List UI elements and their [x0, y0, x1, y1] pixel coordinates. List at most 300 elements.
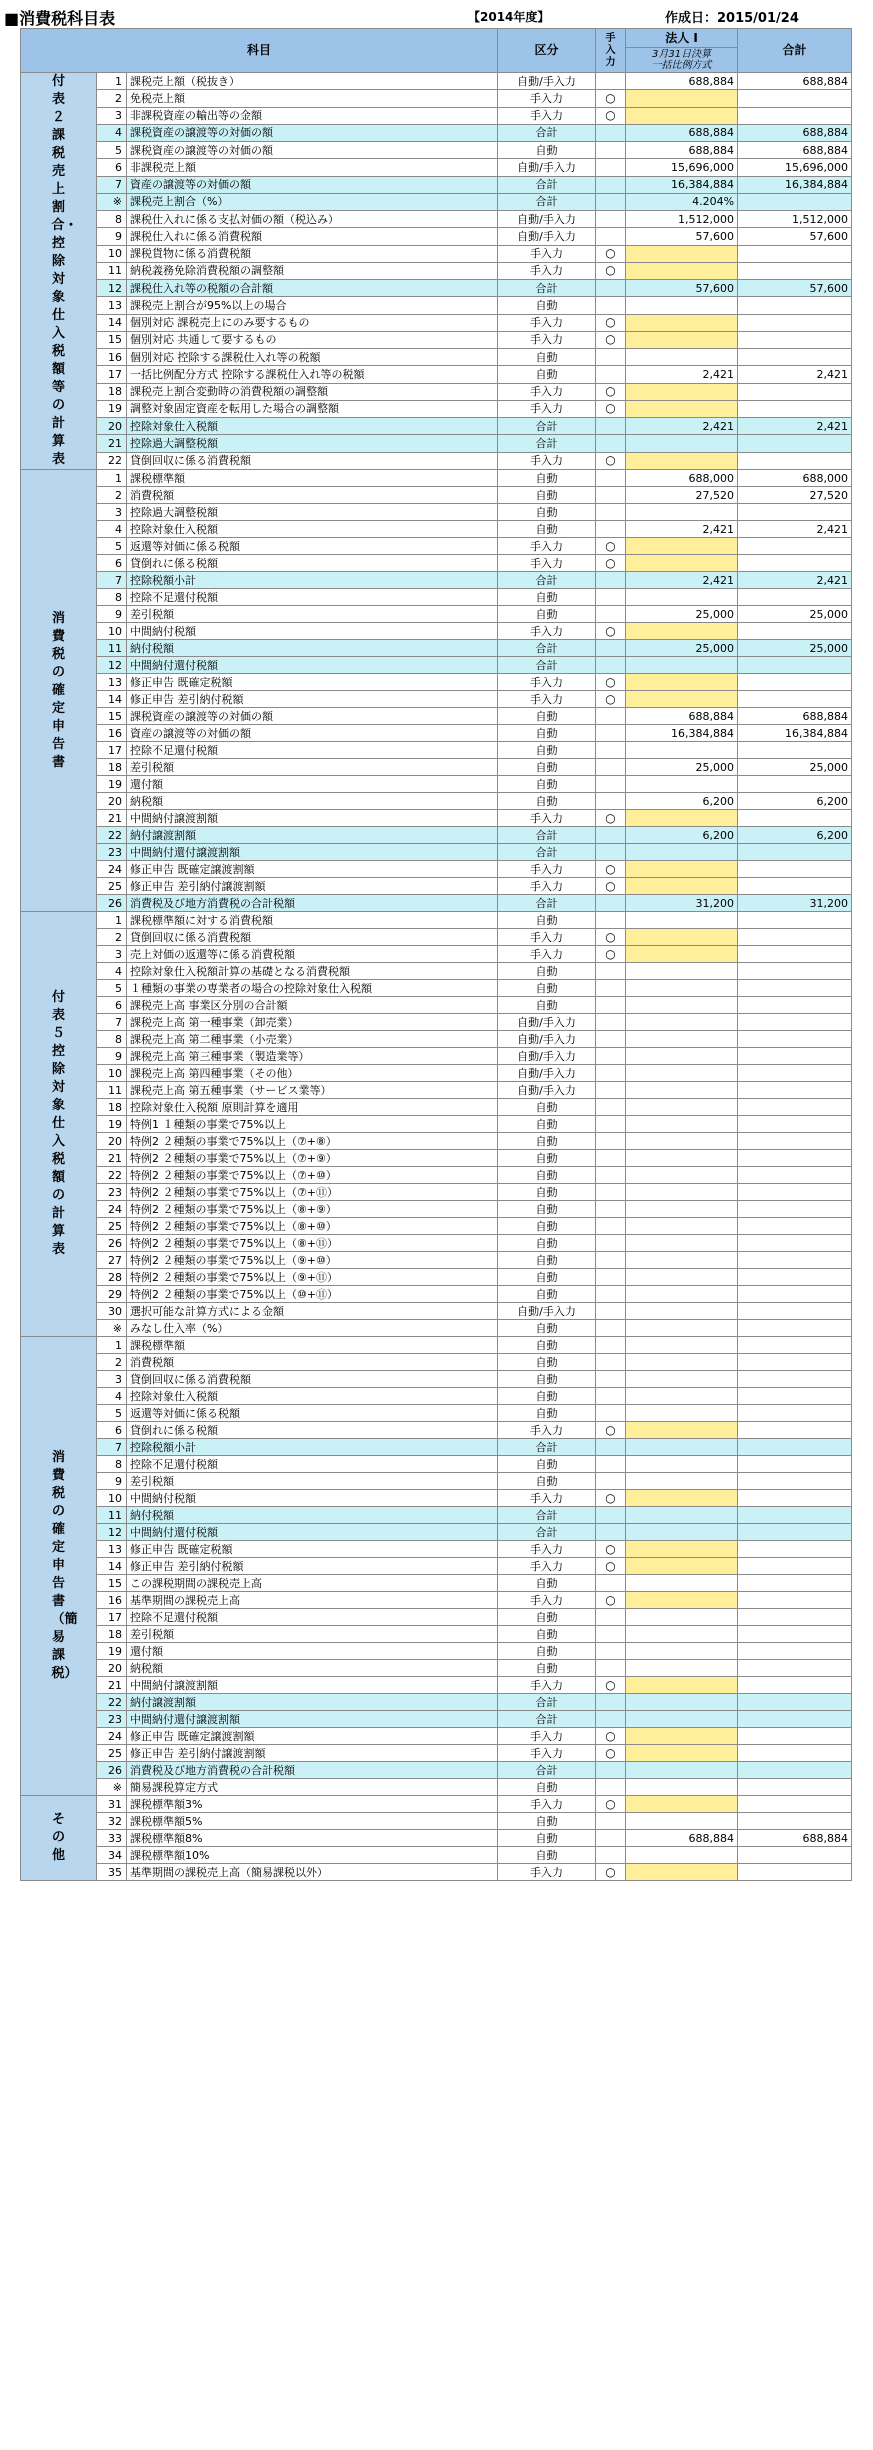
table-row	[21, 107, 852, 124]
row-number: 8	[97, 211, 127, 228]
total-value	[738, 1014, 852, 1031]
total-value	[738, 1320, 852, 1337]
table-row	[21, 228, 852, 245]
row-number: 14	[97, 691, 127, 708]
subject-name: 控除過大調整税額	[127, 435, 498, 452]
entity-value[interactable]	[626, 691, 738, 708]
category-cell: 自動	[498, 1167, 596, 1184]
row-number: 17	[97, 742, 127, 759]
row-number: 3	[97, 107, 127, 124]
manual-input-mark: ○	[596, 90, 626, 107]
manual-input-mark	[596, 895, 626, 912]
subject-name: 特例2 ２種類の事業で75%以上（⑩+⑪）	[127, 1286, 498, 1303]
subject-name: 控除不足還付税額	[127, 1609, 498, 1626]
manual-input-mark	[596, 1218, 626, 1235]
subject-name: 消費税及び地方消費税の合計税額	[127, 895, 498, 912]
table-row	[21, 810, 852, 827]
row-number: 8	[97, 1031, 127, 1048]
total-value: 16,384,884	[738, 725, 852, 742]
subject-name: 中間納付還付税額	[127, 657, 498, 674]
header-category: 区分	[498, 29, 596, 73]
manual-input-mark	[596, 124, 626, 141]
total-value	[738, 997, 852, 1014]
category-cell: 自動	[498, 1371, 596, 1388]
entity-value[interactable]	[626, 262, 738, 279]
row-number: 3	[97, 504, 127, 521]
subject-name: 個別対応 共通して要するもの	[127, 331, 498, 348]
total-value: 15,696,000	[738, 159, 852, 176]
manual-input-mark	[596, 1626, 626, 1643]
entity-value	[626, 1303, 738, 1320]
manual-input-mark	[596, 1643, 626, 1660]
entity-value[interactable]	[626, 245, 738, 262]
entity-value[interactable]	[626, 383, 738, 400]
entity-value[interactable]	[626, 674, 738, 691]
manual-input-mark	[596, 1150, 626, 1167]
category-cell: 合計	[498, 418, 596, 435]
table-row	[21, 1711, 852, 1728]
subject-name: 課税標準額8%	[127, 1830, 498, 1847]
manual-input-mark	[596, 159, 626, 176]
table-row	[21, 1728, 852, 1745]
subject-name: 控除税額小計	[127, 572, 498, 589]
total-value	[738, 1099, 852, 1116]
category-cell: 手入力	[498, 1592, 596, 1609]
total-value: 688,000	[738, 470, 852, 487]
category-cell: 手入力	[498, 1745, 596, 1762]
row-number: 15	[97, 1575, 127, 1592]
total-value	[738, 1779, 852, 1796]
total-value	[738, 1116, 852, 1133]
total-value	[738, 400, 852, 417]
category-cell: 自動	[498, 1184, 596, 1201]
total-value	[738, 245, 852, 262]
row-number: 21	[97, 810, 127, 827]
row-number: 19	[97, 400, 127, 417]
row-number: 14	[97, 314, 127, 331]
entity-value: 15,696,000	[626, 159, 738, 176]
row-number: 24	[97, 861, 127, 878]
table-row	[21, 742, 852, 759]
fiscal-year: 【2014年度】	[468, 10, 550, 24]
total-value	[738, 90, 852, 107]
total-value	[738, 1303, 852, 1320]
category-cell: 自動/手入力	[498, 73, 596, 90]
entity-value: 1,512,000	[626, 211, 738, 228]
entity-value[interactable]	[626, 1541, 738, 1558]
category-cell: 自動	[498, 1626, 596, 1643]
row-number: 26	[97, 895, 127, 912]
subject-name: 差引税額	[127, 606, 498, 623]
total-value: 688,884	[738, 73, 852, 90]
table-row	[21, 572, 852, 589]
entity-value[interactable]	[626, 1677, 738, 1694]
category-cell: 手入力	[498, 1728, 596, 1745]
manual-input-mark	[596, 1320, 626, 1337]
category-cell: 合計	[498, 572, 596, 589]
manual-input-mark: ○	[596, 1864, 626, 1881]
entity-value	[626, 1405, 738, 1422]
category-cell: 手入力	[498, 1864, 596, 1881]
entity-value: 57,600	[626, 280, 738, 297]
table-row	[21, 1422, 852, 1439]
total-value	[738, 980, 852, 997]
manual-input-mark: ○	[596, 538, 626, 555]
entity-value	[626, 1133, 738, 1150]
row-number: 11	[97, 1082, 127, 1099]
table-body	[21, 73, 852, 1881]
total-value: 2,421	[738, 418, 852, 435]
table-row	[21, 827, 852, 844]
category-cell: 自動	[498, 1354, 596, 1371]
category-cell: 手入力	[498, 107, 596, 124]
total-value	[738, 1184, 852, 1201]
total-value: 25,000	[738, 759, 852, 776]
entity-value[interactable]	[626, 90, 738, 107]
category-cell: 手入力	[498, 674, 596, 691]
entity-value[interactable]	[626, 1490, 738, 1507]
entity-value[interactable]	[626, 861, 738, 878]
entity-value[interactable]	[626, 623, 738, 640]
total-value	[738, 674, 852, 691]
row-number: 12	[97, 657, 127, 674]
row-number: 18	[97, 1626, 127, 1643]
category-cell: 合計	[498, 1524, 596, 1541]
subject-name: 課税標準額10%	[127, 1847, 498, 1864]
total-value: 16,384,884	[738, 176, 852, 193]
category-cell: 合計	[498, 280, 596, 297]
tax-subject-table	[20, 28, 852, 1881]
subject-name: 特例1 １種類の事業で75%以上	[127, 1116, 498, 1133]
total-value	[738, 1745, 852, 1762]
table-row	[21, 1286, 852, 1303]
total-value: 2,421	[738, 572, 852, 589]
entity-value	[626, 1388, 738, 1405]
total-value	[738, 435, 852, 452]
subject-name: 修正申告 既確定税額	[127, 1541, 498, 1558]
row-number: 3	[97, 1371, 127, 1388]
subject-name: 修正申告 既確定譲渡割額	[127, 1728, 498, 1745]
subject-name: 非課税売上額	[127, 159, 498, 176]
entity-value[interactable]	[626, 1422, 738, 1439]
subject-name: 貸倒回収に係る消費税額	[127, 1371, 498, 1388]
table-row	[21, 193, 852, 210]
entity-value	[626, 912, 738, 929]
category-cell: 自動	[498, 1099, 596, 1116]
row-number: 4	[97, 124, 127, 141]
table-row	[21, 1575, 852, 1592]
row-number: 9	[97, 1473, 127, 1490]
entity-value[interactable]	[626, 1728, 738, 1745]
manual-input-mark	[596, 349, 626, 366]
subject-name: 課税仕入れに係る支払対価の額（税込み）	[127, 211, 498, 228]
subject-name: 課税貨物に係る消費税額	[127, 245, 498, 262]
row-number: 20	[97, 1133, 127, 1150]
entity-value	[626, 844, 738, 861]
row-number: 4	[97, 1388, 127, 1405]
total-value: 57,600	[738, 280, 852, 297]
entity-value	[626, 1065, 738, 1082]
subject-name: みなし仕入率（%）	[127, 1320, 498, 1337]
row-number: 6	[97, 159, 127, 176]
table-row	[21, 1133, 852, 1150]
category-cell: 自動	[498, 963, 596, 980]
table-row	[21, 1490, 852, 1507]
category-cell: 自動	[498, 297, 596, 314]
entity-value	[626, 1150, 738, 1167]
table-row	[21, 1439, 852, 1456]
entity-value	[626, 1626, 738, 1643]
table-row	[21, 1014, 852, 1031]
table-row	[21, 1337, 852, 1354]
total-value	[738, 1813, 852, 1830]
entity-value[interactable]	[626, 1864, 738, 1881]
entity-value[interactable]	[626, 1745, 738, 1762]
entity-value	[626, 1337, 738, 1354]
subject-name: 特例2 ２種類の事業で75%以上（⑦+⑨）	[127, 1150, 498, 1167]
header-subject: 科目	[21, 29, 498, 73]
subject-name: 控除対象仕入税額 原則計算を適用	[127, 1099, 498, 1116]
row-number: 27	[97, 1252, 127, 1269]
total-value: 57,600	[738, 228, 852, 245]
row-number: 18	[97, 1099, 127, 1116]
entity-value[interactable]	[626, 946, 738, 963]
category-cell: 自動	[498, 1150, 596, 1167]
row-number: 2	[97, 929, 127, 946]
entity-value[interactable]	[626, 1558, 738, 1575]
row-number: 14	[97, 1558, 127, 1575]
subject-name: 納税額	[127, 793, 498, 810]
category-cell: 自動	[498, 1456, 596, 1473]
table-row	[21, 725, 852, 742]
row-number: 22	[97, 1167, 127, 1184]
manual-input-mark	[596, 1116, 626, 1133]
total-value	[738, 1660, 852, 1677]
subject-name: 調整対象固定資産を転用した場合の調整額	[127, 400, 498, 417]
entity-value	[626, 1252, 738, 1269]
header-total: 合計	[738, 29, 852, 73]
category-cell: 手入力	[498, 1677, 596, 1694]
created-date: 作成日：2015/01/24	[665, 11, 799, 26]
category-cell: 手入力	[498, 1490, 596, 1507]
manual-input-mark	[596, 1133, 626, 1150]
total-value	[738, 1643, 852, 1660]
entity-value	[626, 349, 738, 366]
total-value	[738, 107, 852, 124]
subject-name: 課税売上高 第一種事業（卸売業）	[127, 1014, 498, 1031]
manual-input-mark	[596, 1762, 626, 1779]
category-cell: 自動/手入力	[498, 1303, 596, 1320]
total-value	[738, 929, 852, 946]
entity-value[interactable]	[626, 314, 738, 331]
table-row	[21, 1218, 852, 1235]
total-value	[738, 1048, 852, 1065]
entity-value[interactable]	[626, 1592, 738, 1609]
table-row	[21, 997, 852, 1014]
subject-name: 簡易課税算定方式	[127, 1779, 498, 1796]
entity-value[interactable]	[626, 810, 738, 827]
entity-value	[626, 1456, 738, 1473]
manual-input-mark	[596, 776, 626, 793]
category-cell: 自動/手入力	[498, 1014, 596, 1031]
subject-name: 貸倒れに係る税額	[127, 555, 498, 572]
manual-input-mark: ○	[596, 691, 626, 708]
entity-value	[626, 1031, 738, 1048]
manual-input-mark	[596, 827, 626, 844]
entity-value[interactable]	[626, 400, 738, 417]
table-row	[21, 349, 852, 366]
total-value	[738, 1371, 852, 1388]
row-number: 2	[97, 487, 127, 504]
total-value	[738, 1711, 852, 1728]
total-value	[738, 878, 852, 895]
table-row	[21, 1184, 852, 1201]
total-value	[738, 1728, 852, 1745]
subject-name: 貸倒回収に係る消費税額	[127, 452, 498, 470]
entity-value	[626, 1116, 738, 1133]
total-value	[738, 1150, 852, 1167]
table-row	[21, 521, 852, 538]
manual-input-mark	[596, 1252, 626, 1269]
manual-input-mark	[596, 1014, 626, 1031]
manual-input-mark: ○	[596, 878, 626, 895]
entity-value: 16,384,884	[626, 725, 738, 742]
entity-value	[626, 1218, 738, 1235]
total-value	[738, 1592, 852, 1609]
table-row	[21, 674, 852, 691]
total-value	[738, 555, 852, 572]
entity-value	[626, 1286, 738, 1303]
row-number: 7	[97, 176, 127, 193]
category-cell: 合計	[498, 827, 596, 844]
entity-value[interactable]	[626, 555, 738, 572]
row-number: 7	[97, 1439, 127, 1456]
table-row	[21, 793, 852, 810]
table-row	[21, 963, 852, 980]
subject-name: 課税標準額	[127, 1337, 498, 1354]
total-value: 6,200	[738, 827, 852, 844]
category-cell: 合計	[498, 435, 596, 452]
manual-input-mark	[596, 1660, 626, 1677]
manual-input-mark	[596, 1082, 626, 1099]
entity-value[interactable]	[626, 1796, 738, 1813]
table-row	[21, 1592, 852, 1609]
row-number: 2	[97, 1354, 127, 1371]
total-value	[738, 1065, 852, 1082]
entity-value	[626, 1813, 738, 1830]
entity-value[interactable]	[626, 107, 738, 124]
table-row	[21, 1082, 852, 1099]
subject-name: 課税売上高 第二種事業（小売業）	[127, 1031, 498, 1048]
subject-name: 課税資産の譲渡等の対価の額	[127, 708, 498, 725]
total-value	[738, 1082, 852, 1099]
subject-name: 修正申告 既確定譲渡割額	[127, 861, 498, 878]
table-row	[21, 1320, 852, 1337]
row-number: 22	[97, 1694, 127, 1711]
table-row	[21, 331, 852, 348]
category-cell: 自動	[498, 504, 596, 521]
manual-input-mark	[596, 1524, 626, 1541]
table-row	[21, 280, 852, 297]
subject-name: 修正申告 差引納付税額	[127, 1558, 498, 1575]
total-value: 688,884	[738, 124, 852, 141]
row-number: 30	[97, 1303, 127, 1320]
subject-name: 消費税額	[127, 487, 498, 504]
entity-value[interactable]	[626, 929, 738, 946]
table-row	[21, 1405, 852, 1422]
table-row	[21, 504, 852, 521]
table-row	[21, 980, 852, 997]
subject-name: 特例2 ２種類の事業で75%以上（⑦+⑪）	[127, 1184, 498, 1201]
subject-name: 資産の譲渡等の対価の額	[127, 725, 498, 742]
total-value	[738, 1422, 852, 1439]
page-header	[0, 0, 873, 28]
category-cell: 自動/手入力	[498, 1031, 596, 1048]
entity-value: 31,200	[626, 895, 738, 912]
entity-value: 688,884	[626, 73, 738, 90]
manual-input-mark: ○	[596, 1490, 626, 1507]
category-cell: 自動	[498, 997, 596, 1014]
category-cell: 自動	[498, 1235, 596, 1252]
entity-value	[626, 1847, 738, 1864]
total-value	[738, 623, 852, 640]
entity-value	[626, 504, 738, 521]
manual-input-mark	[596, 1779, 626, 1796]
entity-value	[626, 1082, 738, 1099]
subject-name: 消費税額	[127, 1354, 498, 1371]
manual-input-mark: ○	[596, 400, 626, 417]
total-value	[738, 1252, 852, 1269]
subject-name: 課税売上割合が95%以上の場合	[127, 297, 498, 314]
manual-input-mark	[596, 73, 626, 90]
entity-value[interactable]	[626, 878, 738, 895]
table-row	[21, 452, 852, 470]
total-value	[738, 1626, 852, 1643]
table-row	[21, 946, 852, 963]
entity-value[interactable]	[626, 452, 738, 470]
category-cell: 合計	[498, 1762, 596, 1779]
category-cell: 合計	[498, 1694, 596, 1711]
category-cell: 合計	[498, 640, 596, 657]
subject-name: 課税標準額に対する消費税額	[127, 912, 498, 929]
entity-value[interactable]	[626, 331, 738, 348]
entity-value: 688,884	[626, 708, 738, 725]
table-row	[21, 418, 852, 435]
manual-input-mark	[596, 297, 626, 314]
manual-input-mark	[596, 606, 626, 623]
subject-name: 納付税額	[127, 1507, 498, 1524]
row-number: 28	[97, 1269, 127, 1286]
total-value	[738, 1575, 852, 1592]
total-value	[738, 1388, 852, 1405]
entity-value	[626, 980, 738, 997]
table-row	[21, 844, 852, 861]
table-row	[21, 1558, 852, 1575]
subject-name: 課税売上高 第五種事業（サービス業等）	[127, 1082, 498, 1099]
row-number: 31	[97, 1796, 127, 1813]
category-cell: 自動	[498, 1405, 596, 1422]
entity-value[interactable]	[626, 538, 738, 555]
row-number: 12	[97, 1524, 127, 1541]
subject-name: 控除対象仕入税額	[127, 1388, 498, 1405]
total-value	[738, 963, 852, 980]
category-cell: 自動	[498, 1201, 596, 1218]
category-cell: 自動	[498, 1388, 596, 1405]
table-row	[21, 1609, 852, 1626]
row-number: 6	[97, 555, 127, 572]
total-value	[738, 383, 852, 400]
subject-name: 返還等対価に係る税額	[127, 1405, 498, 1422]
